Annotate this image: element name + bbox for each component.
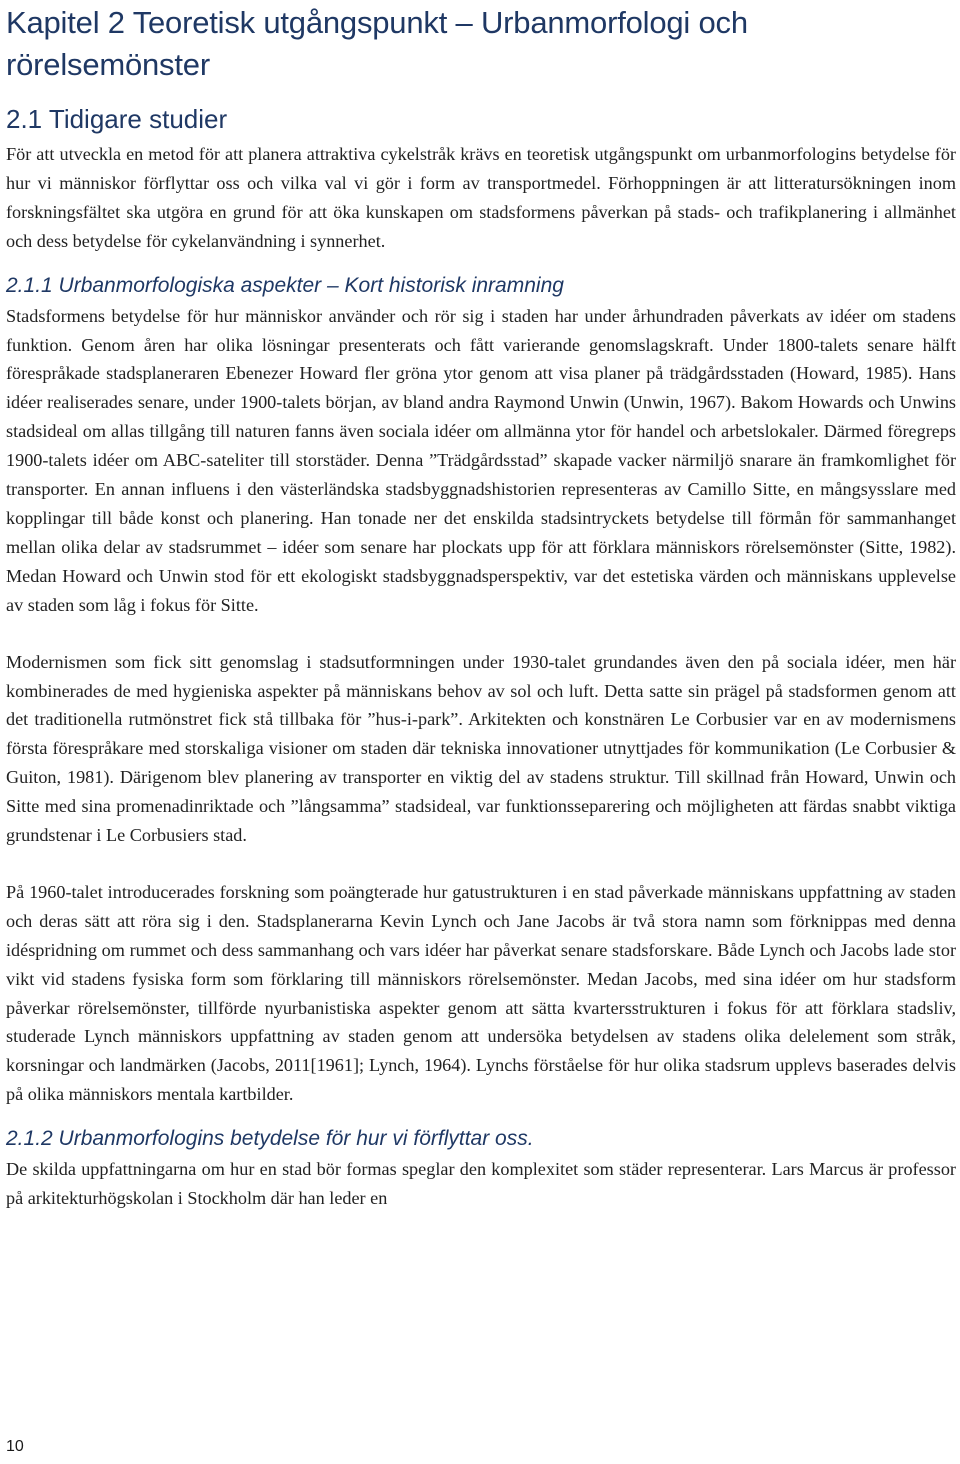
- paragraph-1960-talet: På 1960-talet introducerades forskning som poängterade hur gatustrukturen i en stad påverkade människans uppfattning av staden och deras sätt att röra sig i den. Stadsplanerarna Kevin Lynch och Jane Jacobs är två stora namn som förknippas med denna idéspridning om rummet och dess sammanhang och vars idéer har påverkat senare stadsforskare. Både Lynch och Jacobs lade stor vikt vid stadens fysiska form som förklaring till människors rörelsemönster. Medan Jacobs, med sina idéer om hur stadsform påverkar rörelsemönster, tillförde nyurbanistiska aspekter genom att sätta kvartersstrukturen i fokus för att förklara stadsliv, studerade Lynch människors uppfattning av staden genom att undersöka betydelsen av stadens olika delelement som stråk, korsningar och landmärken (Jacobs, 2011[1961]; Lynch, 1964). Lynchs förståelse för hur olika stadsrum upplevs baserades delvis på olika människors mentala kartbilder.: [6, 881, 956, 1105]
- subsection-heading-urbanmorfologins-betydelse: 2.1.2 Urbanmorfologins betydelse för hur vi förflyttar oss.: [6, 1127, 534, 1151]
- paragraph-modernismen: Modernismen som fick sitt genomslag i stadsutformningen under 1930-talet grundandes även den på sociala idéer, men här kombinerades de med hygieniska aspekter på människans behov av sol och luft. Detta satte sin prägel på stadsformen genom att det traditionella rutmönstret fick stå tillbaka för ”hus-i-park”. Arkitekten och konstnären Le Corbusier var en av modernismens första förespråkare med storskaliga visioner om staden där tekniska innovationer utnyttjades för kommunikation (Le Corbusier & Guiton, 1981). Därigenom blev planering av transporter en viktig del av stadens struktur. Till skillnad från Howard, Unwin och Sitte med sina promenadinriktade och ”långsamma” stadsideal, var funktionsseparering och möjligheten att färdas snabbt viktiga grundstenar i Le Corbusiers stad.: [6, 651, 956, 846]
- paragraph-howard-unwin-sitte: Stadsformens betydelse för hur människor använder och rör sig i staden har under århundraden påverkats av idéer om stadens funktion. Genom åren har olika lösningar presenterats och fått varierande genomslagskraft. Under 1800-talets senare hälft förespråkade stadsplaneraren Ebenezer Howard fler gröna ytor genom att visa planer på trädgårdsstaden (Howard, 1985). Hans idéer realiserades senare, under 1900-talets början, av bland andra Raymond Unwin (Unwin, 1967). Bakom Howards och Unwins stadsideal om allas tillgång till naturen fanns även sociala idéer om allmänna ytor för handel och arbetslokaler. Därmed föregreps 1900-talets idéer om ABC-sateliter till storstäder. Denna ”Trädgårdsstad” skapade vacker närmiljö snarare än framkomlighet för transporter. En annan influens i den västerländska stadsbyggnadshistorien representeras av Camillo Sitte, en mångsysslare med kopplingar till både konst och planering. Han tonade ner det enskilda stadsintryckets betydelse till förmån för sammanhanget mellan olika delar av stadsrummet – idéer som senare har plockats upp för att förklara människors rörelsemönster (Sitte, 1982). Medan Howard och Unwin stod för ett ekologiskt stadsbyggnadsperspektiv, var det estetiska värden och människans upplevelse av staden som låg i fokus för Sitte.: [6, 305, 956, 615]
- paragraph-intro: För att utveckla en metod för att planera attraktiva cykelstråk krävs en teoretisk utgångspunkt om urbanmorfologins betydelse för hur vi människor förflyttar oss och vilka val vi gör i form av transportmedel. Förhoppningen är att litteratursökningen inom forskningsfältet ska utgöra en grund för att öka kunskapen om stadsformens påverkan på stads- och trafikplanering i allmänhet och dess betydelse för cykelanvändning i synnerhet.: [6, 144, 956, 251]
- page-number: 10: [6, 1438, 24, 1455]
- chapter-title: Kapitel 2 Teoretisk utgångspunkt – Urbanmorfologi och rörelsemönster: [6, 5, 748, 82]
- subsection-heading-urbanmorfologiska-aspekter: 2.1.1 Urbanmorfologiska aspekter – Kort historisk inramning: [6, 273, 564, 297]
- section-heading-tidigare-studier: 2.1 Tidigare studier: [6, 104, 228, 134]
- paragraph-skilda-uppfattningar: De skilda uppfattningarna om hur en stad bör formas speglar den komplexitet som städer representerar. Lars Marcus är professor på arkitekturhögskolan i Stockholm där han leder en: [6, 1159, 956, 1209]
- document-page: [6, 0, 956, 1213]
